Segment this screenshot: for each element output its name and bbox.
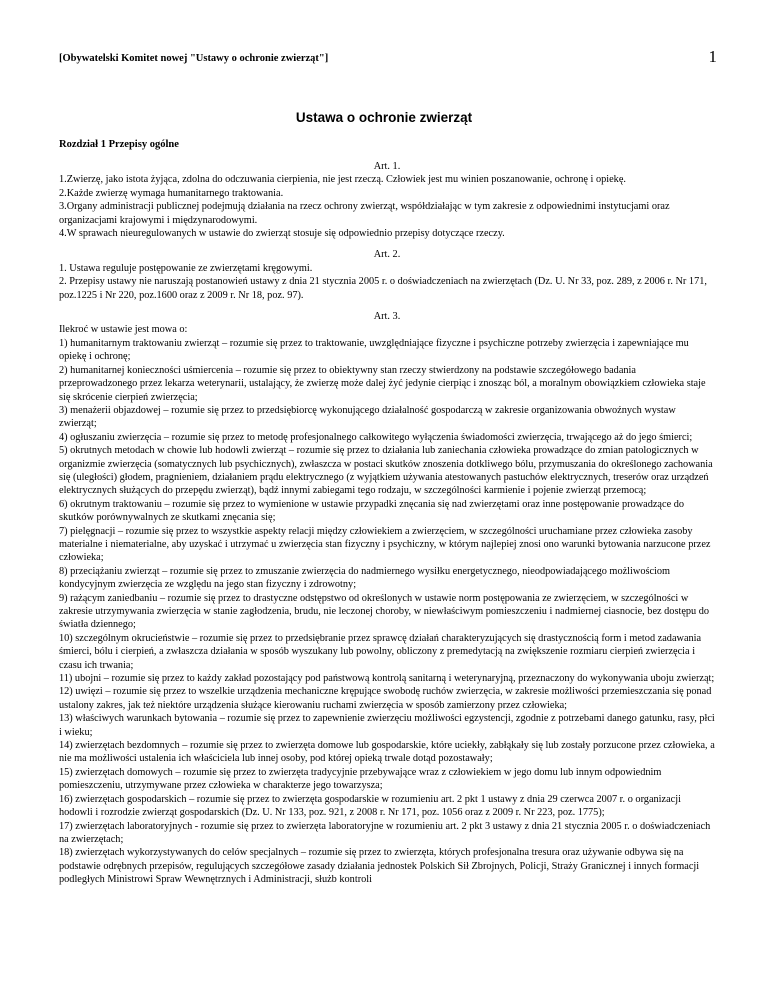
document-title: Ustawa o ochronie zwierząt [295, 110, 473, 125]
definition-item: 11) ubojni – rozumie się przez to każdy zakład pozostający pod państwową kontrolą sanitarną i weterynaryjną, przeznaczony do wykonywania uboju zwierząt; [59, 673, 715, 685]
header-title: [Obywatelski Komitet nowej "Ustawy o ochronie zwierząt"] [59, 53, 329, 64]
article-2 [59, 248, 715, 302]
definition-item: 16) zwierzętach gospodarskich – rozumie się przez to zwierzęta gospodarskie w rozumieniu art. 2 pkt 1 ustawy z dnia 29 czerwca 2007 r. o organizacji hodowli i rozrodzie zwierząt gospodarskich (Dz. U. Nr 133, poz. 921, z 2008 r. Nr 171, poz. 1056 oraz z 2009 r. Nr 223, poz. 1775); [59, 793, 681, 819]
article-heading: Art. 2. [373, 249, 401, 261]
definition-item: 5) okrutnych metodach w chowie lub hodowli zwierząt – rozumie się przez to działania lub zaniechania człowieka prowadzące do zmian patologicznych w organizmie zwierzęcia (somatycznych lub psychicznych), zwłaszcza w postaci skutków znoszenia dotkliwego bólu, przymuszania do określonego zachowania się (uległości) głodem, pragnieniem, działaniem prądu elektrycznego (z wyjątkiem używania atestowanych pastuchów elektrycznych, treserów oraz urządzeń elektrycznych służących do przepędu zwierząt), bądź innymi zabiegami tego rodzaju, w szczególności karmienie i pojenie zwierząt przemocą; [59, 445, 713, 497]
definition-item: 8) przeciążaniu zwierząt – rozumie się przez to zmuszanie zwierzęcia do nadmiernego wysiłku energetycznego, nieodpowiadającego możliwościom kondycyjnym zwierzęcia ze względu na jego stan fizyczny i zdrowotny; [59, 565, 671, 591]
definition-item: 2) humanitarnej konieczności uśmiercenia – rozumie się przez to obiektywny stan rzeczy stwierdzony na podstawie szczegółowego badania przeprowadzonego przez lekarza weterynarii, ustalający, że zwierzę może dalej żyć jedynie cierpiąc i znosząc ból, a moralnym obowiązkiem człowieka staje się skrócenie cierpień zwierzęcia; [59, 364, 706, 403]
definition-item: 14) zwierzętach bezdomnych – rozumie się przez to zwierzęta domowe lub gospodarskie, które uciekły, zabłąkały się lub zostały porzucone przez człowieka, a nie ma możliwości ustalenia ich właściciela lub innej osoby, pod której opieką trwale dotąd pozostawały; [59, 740, 715, 765]
definition-item: 1) humanitarnym traktowaniu zwierząt – rozumie się przez to traktowanie, uwzględniające fizyczne i psychiczne potrzeby zwierzęcia i zapewniające mu opiekę i ochronę; [59, 337, 689, 363]
article-heading: Art. 3. [373, 311, 401, 323]
paragraph: 2.Każde zwierzę wymaga humanitarnego traktowania. [59, 187, 284, 199]
definition-item: 3) menażerii objazdowej – rozumie się przez to przedsiębiorcę wykonującego działalność gospodarczą w zakresie organizowania obwoźnych wystaw zwierząt; [59, 404, 676, 430]
definition-item: 17) zwierzętach laboratoryjnych - rozumie się przez to zwierzęta laboratoryjne w rozumieniu art. 2 pkt 3 ustawy z dnia 21 stycznia 2005 r. o doświadczeniach na zwierzętach; [59, 820, 711, 845]
article-3 [59, 310, 715, 886]
definition-item: 12) uwięzi – rozumie się przez to wszelkie urządzenia mechaniczne krępujące swobodę ruchów zwierzęcia, w zakresie możliwości przemieszczania się ponad ustalony zakres, jak też niektóre urządzenia służące kierowaniu ruchami zwierzęcia w sposób zamierzony przez człowieka; [59, 686, 712, 711]
page-header [59, 47, 717, 67]
document-body [59, 160, 715, 895]
definition-item: 13) właściwych warunkach bytowania – rozumie się przez to zapewnienie zwierzęciu możliwości egzystencji, zgodnie z potrzebami danego gatunku, rasy, płci i wieku; [59, 713, 715, 738]
paragraph: 2. Przepisy ustawy nie naruszają postanowień ustawy z dnia 21 stycznia 2005 r. o doświadczeniach na zwierzętach (Dz. U. Nr 33, poz. 289, z 2006 r. Nr 171, poz.1225 i Nr 220, poz.1600 oraz z 2009 r. Nr 18, poz. 97). [59, 276, 707, 301]
definition-item: 4) ogłuszaniu zwierzęcia – rozumie się przez to metodę profesjonalnego całkowitego wyłączenia świadomości zwierzęcia, trwającego aż do jego śmierci; [59, 431, 693, 443]
paragraph: 1.Zwierzę, jako istota żyjąca, zdolna do odczuwania cierpienia, nie jest rzeczą. Człowiek jest mu winien poszanowanie, ochronę i opiekę. [59, 174, 626, 186]
definition-item: 15) zwierzętach domowych – rozumie się przez to zwierzęta tradycyjnie przebywające wraz z człowiekiem w jego domu lub innym odpowiednim pomieszczeniu, utrzymywane przez człowieka w charakterze jego towarzysza; [59, 766, 662, 792]
paragraph: 4.W sprawach nieuregulowanych w ustawie do zwierząt stosuje się odpowiednio przepisy dotyczące rzeczy. [59, 228, 505, 240]
page-number: 1 [708, 47, 717, 66]
definition-item: 10) szczególnym okrucieństwie – rozumie się przez to przedsiębranie przez sprawcę działań charakteryzujących się drastycznością form i metod zadawania śmierci, bólu i cierpień, a zwłaszcza działania w sposób wyszukany lub powolny, obliczony z premedytacją na zwiększenie rozmiaru cierpień zwierzęcia i czasu ich trwania; [59, 632, 702, 671]
paragraph: 3.Organy administracji publicznej podejmują działania na rzecz ochrony zwierząt, współdziałając w tym zakresie z odpowiednimi instytucjami oraz organizacjami krajowymi i międzynarodowymi. [59, 201, 670, 226]
definition-item: 9) rażącym zaniedbaniu – rozumie się przez to drastyczne odstępstwo od określonych w ustawie norm postępowania ze zwierzęciem, w szczególności w zakresie utrzymywania zwierzęcia w stanie zagłodzenia, brudu, nie leczonej choroby, w niewłaściwym pomieszczeniu i nadmiernej ciasnocie, bez dostępu do światła dziennego; [59, 592, 710, 631]
chapter-heading: Rozdział 1 Przepisy ogólne [59, 139, 179, 150]
definition-item: 7) pielęgnacji – rozumie się przez to wszystkie aspekty relacji między człowiekiem a zwierzęciem, w szczególności uruchamiane przez człowieka zasoby materialne i niematerialne, aby uzyskać i utrzymać u zwierzęcia stan fizyczny i psychiczny, w którym najlepiej znosi ono warunki bytowania narzucone przez człowieka; [59, 525, 711, 564]
article-1 [59, 160, 715, 240]
paragraph: 1. Ustawa reguluje postępowanie ze zwierzętami kręgowymi. [59, 262, 313, 274]
definition-item: 18) zwierzętach wykorzystywanych do celów specjalnych – rozumie się przez to zwierzęta, których profesjonalna tresura oraz używanie odbywa się na podstawie odrębnych przepisów, regulujących szczegółowe zasady działania jednostek Polskich Sił Zbrojnych, Policji, Straży Granicznej i innych formacji podległych Ministrowi Spraw Wewnętrznych i Administracji, służb kontroli [59, 847, 700, 886]
article-heading: Art. 1. [373, 161, 401, 172]
definition-item: 6) okrutnym traktowaniu – rozumie się przez to wymienione w ustawie przypadki znęcania się nad zwierzętami oraz inne postępowanie prowadzące do skutków porównywalnych ze skutkami znęcania się; [59, 498, 685, 524]
paragraph: Ilekroć w ustawie jest mowa o: [59, 324, 188, 336]
